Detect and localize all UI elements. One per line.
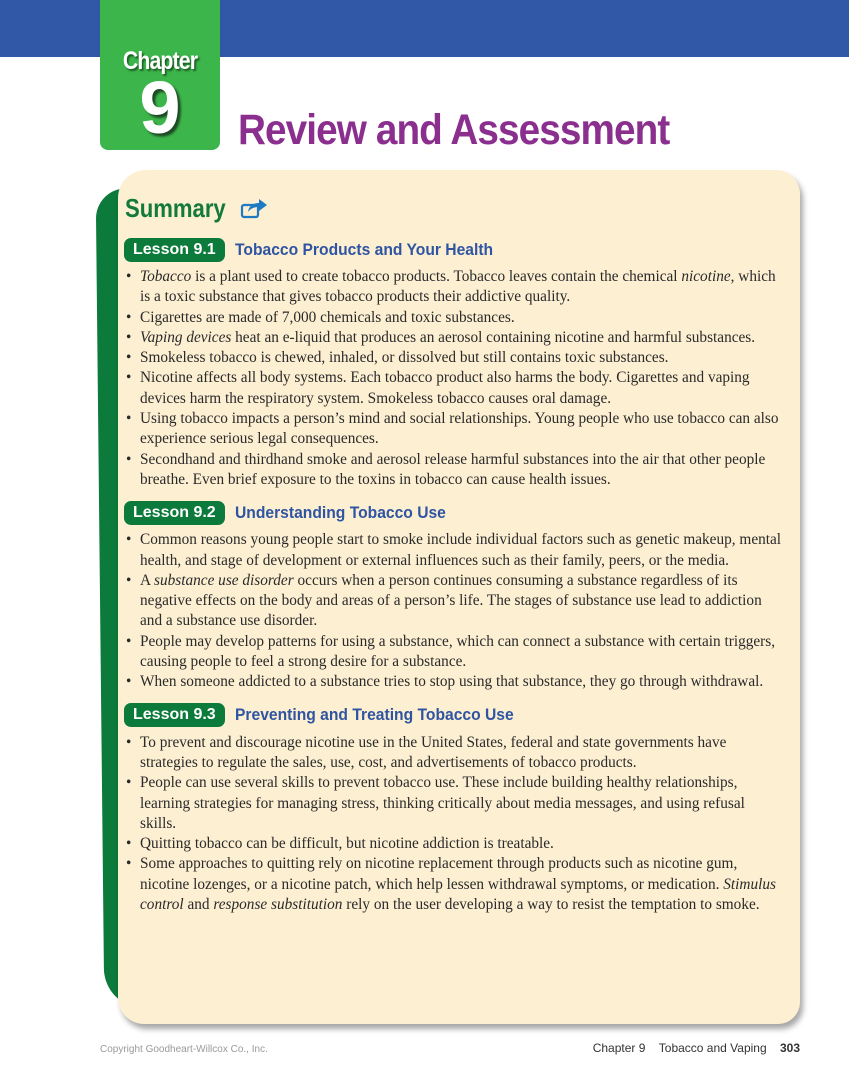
lesson-section bbox=[124, 702, 784, 916]
text-segment: Smokeless tobacco is chewed, inhaled, or dissolved but still contains toxic substances. bbox=[140, 349, 669, 367]
list-item bbox=[124, 733, 784, 774]
text-segment: Nicotine affects all body systems. Each tobacco product also harms the body. Cigarettes and vaping devices harm the respiratory system. Smokeless tobacco causes oral damage. bbox=[140, 369, 750, 407]
list-item bbox=[124, 854, 784, 915]
text-segment: A bbox=[140, 571, 155, 589]
text-segment: Some approaches to quitting rely on nicotine replacement through products such as nicotine gum, nicotine lozenges, or a nicotine patch, which help lessen withdrawal symptoms, or medication. bbox=[140, 855, 738, 893]
text-segment: When someone addicted to a substance tries to stop using that substance, they go through withdrawal. bbox=[140, 673, 764, 691]
text-segment: Cigarettes are made of 7,000 chemicals and toxic substances. bbox=[140, 308, 515, 326]
share-arrow-icon[interactable] bbox=[240, 196, 268, 220]
text-segment: To prevent and discourage nicotine use in the United States, federal and state governments have strategies to regulate the sales, use, cost, and advertisements of tobacco products. bbox=[140, 733, 727, 771]
list-item bbox=[124, 328, 784, 348]
running-footer bbox=[593, 1041, 800, 1055]
text-segment: Secondhand and thirdhand smoke and aerosol release harmful substances into the air that other people breathe. Even brief exposure to the toxins in tobacco can cause health issues. bbox=[140, 450, 766, 488]
lesson-badge: Lesson 9.2 bbox=[124, 501, 225, 525]
text-segment: Quitting tobacco can be difficult, but nicotine addiction is treatable. bbox=[140, 835, 554, 853]
text-segment: rely on the user developing a way to resist the temptation to smoke. bbox=[342, 896, 760, 914]
list-item bbox=[124, 773, 784, 834]
bullet-list bbox=[124, 733, 784, 916]
key-term: Tobacco bbox=[140, 268, 192, 285]
footer-chapter: Chapter 9 bbox=[592, 1041, 646, 1055]
list-item bbox=[124, 632, 784, 673]
key-term: nicotine bbox=[681, 268, 731, 285]
page-number: 303 bbox=[779, 1041, 800, 1055]
key-term: Stimulus control bbox=[140, 875, 776, 914]
footer-chapter-title: Tobacco and Vaping bbox=[658, 1041, 767, 1055]
text-segment: occurs when a person continues consuming a substance regardless of its negative effects on the body and areas of a person’s life. The stages of substance use lead to addiction and a substance use disorder. bbox=[140, 571, 762, 630]
chapter-label: Chapter bbox=[122, 47, 198, 75]
list-item bbox=[124, 267, 784, 308]
key-term: substance use disorder bbox=[154, 571, 294, 589]
lesson-title: Preventing and Treating Tobacco Use bbox=[234, 705, 514, 725]
lesson-badge: Lesson 9.1 bbox=[124, 238, 225, 262]
list-item bbox=[124, 834, 784, 854]
lesson-badge: Lesson 9.3 bbox=[124, 703, 225, 727]
page-title: Review and Assessment bbox=[238, 106, 670, 154]
list-item bbox=[124, 530, 784, 571]
key-term: response substitution bbox=[213, 896, 343, 914]
text-segment: is a plant used to create tobacco products. Tobacco leaves contain the chemical bbox=[191, 268, 682, 285]
list-item bbox=[124, 368, 784, 409]
copyright: Copyright Goodheart-Willcox Co., Inc. bbox=[100, 1044, 268, 1055]
text-segment: Using tobacco impacts a person’s mind and social relationships. Young people who use tobacco can also experience serious legal consequences. bbox=[140, 410, 779, 448]
lesson-section bbox=[124, 499, 784, 692]
lesson-header bbox=[124, 702, 784, 729]
text-segment: heat an e-liquid that produces an aerosol containing nicotine and harmful substances. bbox=[231, 328, 756, 346]
bullet-list bbox=[124, 530, 784, 692]
text-segment: and bbox=[183, 896, 214, 914]
list-item bbox=[124, 571, 784, 632]
bullet-list bbox=[124, 267, 784, 490]
chapter-number: 9 bbox=[139, 66, 181, 149]
list-item bbox=[124, 409, 784, 450]
lesson-title: Understanding Tobacco Use bbox=[234, 502, 446, 522]
list-item bbox=[124, 450, 784, 491]
list-item bbox=[124, 672, 784, 692]
summary-heading: Summary bbox=[125, 193, 226, 223]
lesson-header bbox=[124, 499, 784, 526]
list-item bbox=[124, 308, 784, 328]
text-segment: People can use several skills to prevent tobacco use. These include building healthy relationships, learning strategies for managing stress, thinking critically about media messages, and using refusal skills. bbox=[140, 774, 745, 832]
text-segment: , which is a toxic substance that gives tobacco products their addictive quality. bbox=[140, 268, 776, 306]
list-item bbox=[124, 348, 784, 368]
text-segment: Common reasons young people start to smoke include individual factors such as genetic makeup, mental health, and stage of development or external influences such as their family, peers, or the media. bbox=[140, 531, 782, 569]
lesson-section bbox=[124, 236, 784, 490]
chapter-tab bbox=[100, 0, 220, 150]
lesson-header bbox=[124, 236, 784, 263]
text-segment: People may develop patterns for using a substance, which can connect a substance with certain triggers, causing people to feel a strong desire for a substance. bbox=[140, 632, 776, 671]
summary-content bbox=[124, 236, 784, 924]
lesson-title: Tobacco Products and Your Health bbox=[234, 239, 493, 259]
key-term: Vaping devices bbox=[140, 328, 232, 346]
